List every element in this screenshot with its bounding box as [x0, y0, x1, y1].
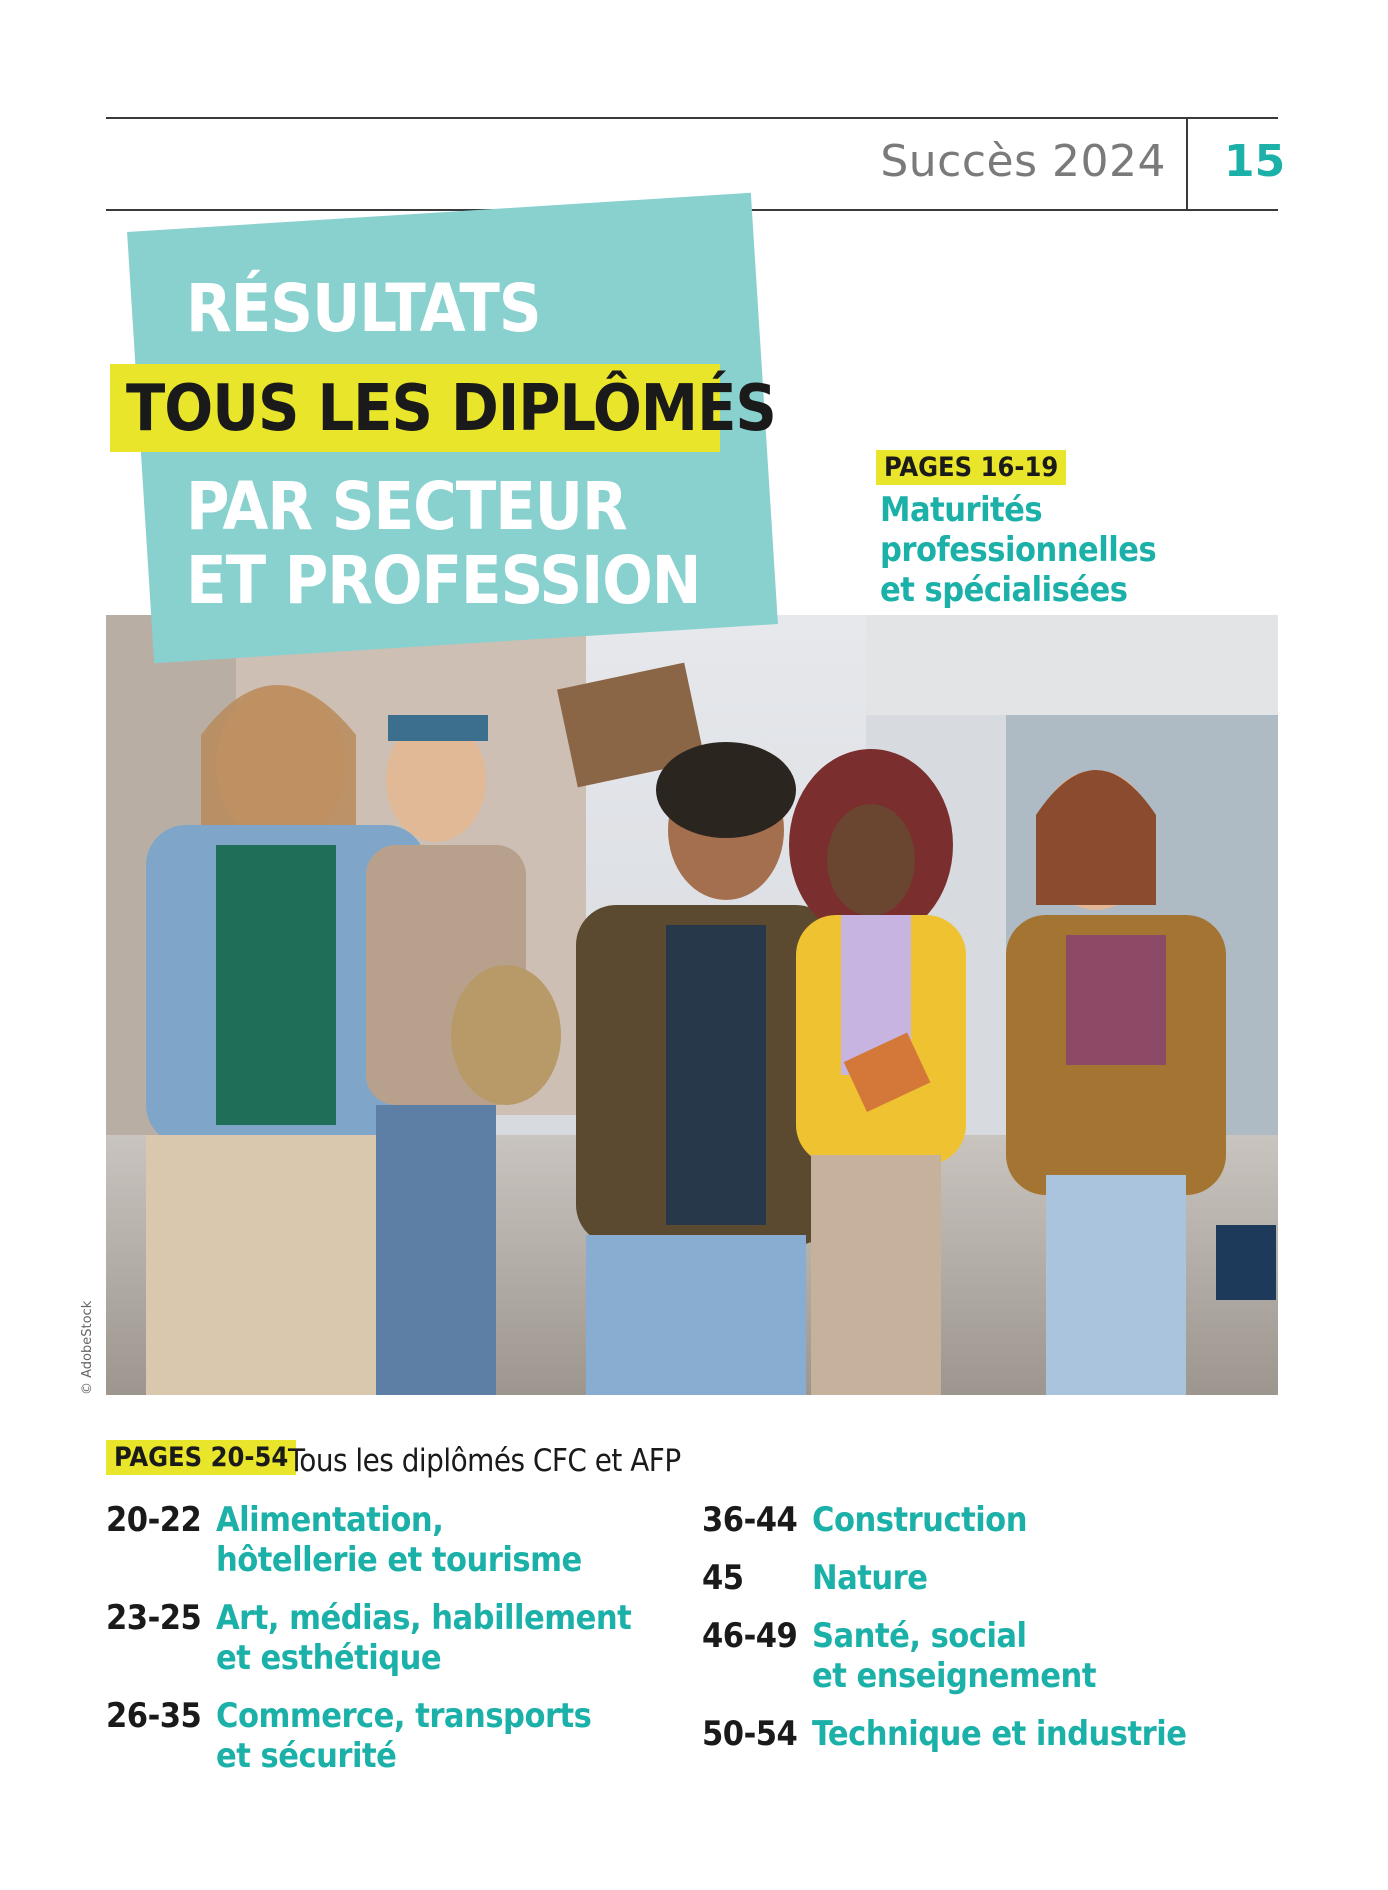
list-item[interactable] [702, 1714, 1262, 1754]
list-item[interactable] [702, 1558, 1262, 1598]
teaser-text [880, 490, 1270, 610]
sector-label: Art, médias, habillement et esthétique [216, 1598, 632, 1678]
page-range: 20-22 [106, 1500, 202, 1540]
title-line-2: TOUS LES DIPLÔMÉS [126, 372, 776, 446]
page-range: 46-49 [702, 1616, 798, 1656]
sector-label: Technique et industrie [812, 1714, 1187, 1754]
page-range: 36-44 [702, 1500, 798, 1540]
sector-label: Santé, social et enseignement [812, 1616, 1096, 1696]
page-range: 45 [702, 1558, 744, 1598]
hero-photo [106, 615, 1278, 1395]
sector-label: Commerce, transports et sécurité [216, 1696, 592, 1776]
page-range: 50-54 [702, 1714, 798, 1754]
photo-credit: © AdobeStock [80, 1300, 95, 1395]
title-line-1: RÉSULTATS [186, 270, 541, 347]
magazine-title: Succès 2024 [880, 136, 1166, 187]
sector-label: Construction [812, 1500, 1027, 1540]
teaser-line-2: et spécialisées [880, 570, 1128, 610]
header-top-rule [106, 117, 1278, 119]
teaser-line-1: Maturités professionnelles [880, 490, 1157, 570]
list-intro: Tous les diplômés CFC et AFP [288, 1443, 681, 1479]
title-line-3: PAR SECTEUR [186, 468, 627, 545]
header-divider [1186, 117, 1188, 211]
list-pages-tag: PAGES 20-54 [106, 1440, 296, 1475]
students-illustration [106, 615, 1278, 1395]
page-number: 15 [1224, 136, 1286, 187]
list-item[interactable] [106, 1696, 666, 1776]
list-item[interactable] [702, 1616, 1262, 1696]
page-range: 26-35 [106, 1696, 202, 1736]
title-line-4: ET PROFESSION [186, 542, 701, 619]
list-item[interactable] [106, 1598, 666, 1678]
page-range: 23-25 [106, 1598, 202, 1638]
sector-label: Nature [812, 1558, 928, 1598]
sector-label: Alimentation, hôtellerie et tourisme [216, 1500, 582, 1580]
list-item[interactable] [702, 1500, 1262, 1540]
sector-list-left [106, 1500, 666, 1794]
list-item[interactable] [106, 1500, 666, 1580]
sector-list-right [702, 1500, 1262, 1772]
pages-tag: PAGES 16-19 [876, 450, 1066, 485]
